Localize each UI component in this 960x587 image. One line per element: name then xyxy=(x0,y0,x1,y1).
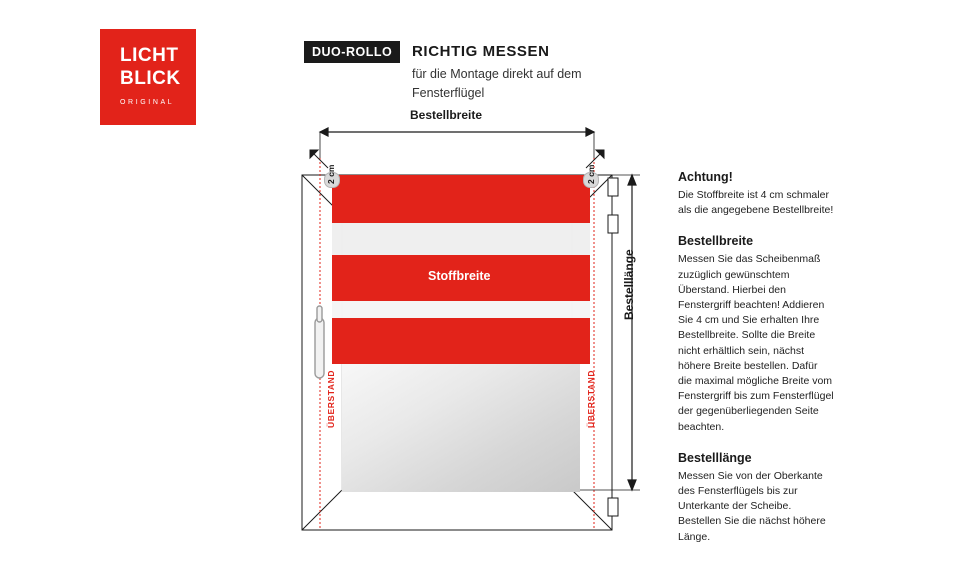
sheer-stripe-upper xyxy=(332,223,590,255)
page-title: RICHTIG MESSEN xyxy=(412,43,550,60)
sheer-stripe-lower xyxy=(332,301,590,318)
page-subtitle: für die Montage direkt auf dem Fensterflügel xyxy=(412,67,582,100)
note-heading: Bestelllänge xyxy=(678,450,752,465)
notes-column xyxy=(678,170,834,545)
label-ueberstand-right: ÜBERSTAND xyxy=(586,369,596,428)
measurement-diagram xyxy=(280,108,660,550)
note-block xyxy=(678,234,834,434)
logo-line-1: LICHT xyxy=(120,45,179,66)
fabric-band-top xyxy=(332,175,590,223)
product-type-badge: DUO-ROLLO xyxy=(304,41,400,63)
logo-line-2: BLICK xyxy=(120,68,181,89)
note-heading: Achtung! xyxy=(678,170,733,184)
note-text: Messen Sie von der Oberkante des Fensterflügels bis zur Unterkante der Scheibe. Bestellen Sie die nächst höhere Länge. xyxy=(678,469,826,543)
label-margin-left: 2 cm xyxy=(326,164,336,184)
label-stoffbreite: Stoffbreite xyxy=(428,269,491,283)
label-bestellbreite: Bestellbreite xyxy=(410,108,483,122)
note-text: Messen Sie das Scheibenmaß zuzüglich gewünschtem Überstand. Hierbei den Fenstergriff beachten! Addieren Sie 4 cm und Sie erhalten Ihre Bestellbreite. Sollte die Breite nicht erhältlich sein, nächst höhere Breite bestellen. Dafür die maximal mögliche Breite vom Fenstergriff bis zum Fensterflügel der gegenüberliegenden Seite beachten. xyxy=(678,253,834,433)
brand-logo xyxy=(100,29,196,125)
label-ueberstand-left: ÜBERSTAND xyxy=(326,369,336,428)
note-heading: Bestellbreite xyxy=(678,234,754,249)
label-margin-right: 2 cm xyxy=(586,164,596,184)
note-text: Die Stoffbreite ist 4 cm schmaler als die angegebene Bestellbreite! xyxy=(678,189,834,217)
note-block xyxy=(678,451,834,545)
label-bestelllaenge: Bestelllänge xyxy=(622,249,636,320)
note-block xyxy=(678,170,834,218)
window-glass xyxy=(342,364,580,492)
fabric-band-bottom xyxy=(332,318,590,364)
logo-line-3: ORIGINAL xyxy=(120,99,175,106)
